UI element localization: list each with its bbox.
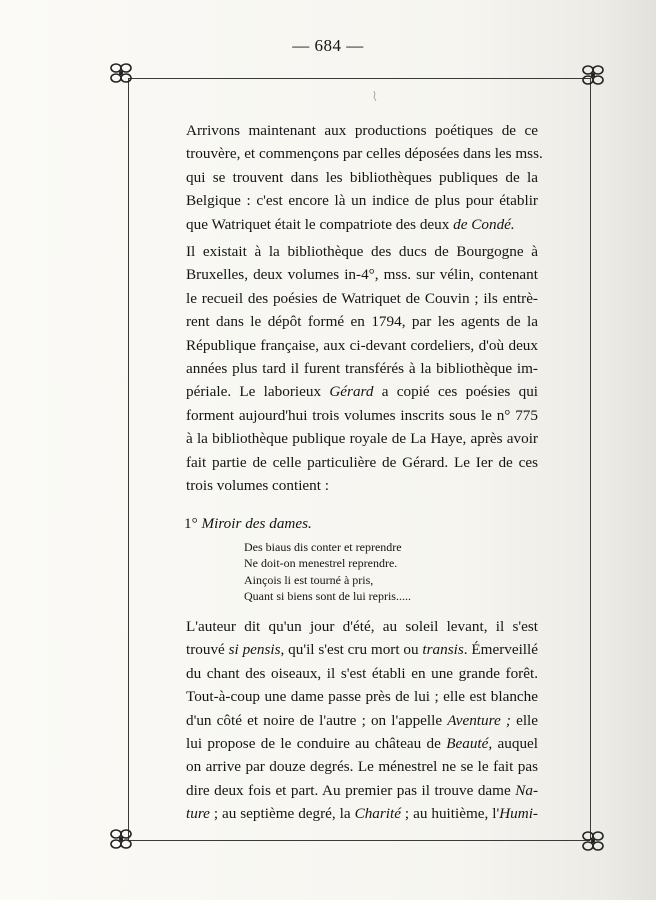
italic-name: de Condé. (453, 215, 515, 233)
corner-ornament-top-left-icon (108, 60, 134, 86)
text-line: Il existait à la bibliothèque des ducs de Bourgogne à (186, 243, 538, 261)
paper-speck-mark (372, 90, 378, 102)
text-line: années plus tard il furent transférés à la bibliothèque im- (186, 360, 538, 378)
text-line: lui propose de le conduire au château de Beauté, auquel (186, 734, 538, 752)
text-line: fait partie de celle particulière de Gérard. Le Ier de ces (186, 453, 538, 471)
corner-ornament-bottom-right-icon (580, 828, 606, 854)
paragraph-1 (174, 119, 543, 236)
heading-number: 1° (184, 514, 198, 532)
verse-line: Ainçois li est tourné à pris, (244, 572, 374, 587)
verse-line: Des biaus dis conter et reprendre (244, 539, 402, 554)
verse-line: Quant si biens sont de lui repris..... (244, 589, 411, 604)
text-line: du chant des oiseaux, il s'est établi en une grande forêt. (186, 664, 538, 682)
text-line: Tout-à-coup une dame passe près de lui ; elle est blanche (186, 688, 538, 706)
text-line: périale. Le laborieux Gérard a copié ces poésies qui (186, 383, 539, 401)
frame-top-rule (128, 78, 590, 79)
text-line: L'auteur dit qu'un jour d'été, au soleil levant, il s'est (186, 617, 538, 635)
frame-right-rule (590, 78, 591, 840)
italic-name: Gérard (329, 383, 374, 401)
text-line: que Watriquet était le compatriote des deux de Condé. (186, 215, 515, 233)
text-line: rent dans le dépôt formé en 1794, par les agents de la (186, 313, 538, 331)
text-line: République française, aux ci-devant cordeliers, d'où deux (186, 336, 538, 354)
text-line: qui se trouvent dans les bibliothèques publiques de la (186, 168, 538, 186)
text-line: le recueil des poésies de Watriquet de Couvin ; ils entrè- (186, 289, 538, 307)
page-number: — 684 — (292, 36, 364, 55)
text-line: Belgique : c'est encore là un indice de plus pour établir (186, 192, 538, 210)
text-line: ture ; au septième degré, la Charité ; au huitième, l'Humi- (186, 805, 538, 823)
text-line: dire deux fois et part. Au premier pas il trouve dame Na- (186, 781, 538, 799)
frame-bottom-rule (128, 840, 590, 841)
verse-quote (244, 539, 538, 605)
text-line: on arrive par douze degrés. Le ménestrel ne se le fait pas (186, 758, 538, 776)
verse-line: Ne doit-on menestrel reprendre. (244, 556, 398, 571)
text-line: à la bibliothèque publique royale de La Haye, après avoir (186, 430, 538, 448)
corner-ornament-top-right-icon (580, 62, 606, 88)
corner-ornament-bottom-left-icon (108, 826, 134, 852)
paragraph-2 (174, 240, 538, 497)
section-heading (184, 512, 538, 535)
paragraph-3 (174, 615, 538, 826)
text-line: trouvère, et commençons par celles déposées dans les mss. (186, 145, 543, 163)
heading-title: Miroir des dames. (201, 514, 312, 532)
frame-left-rule (128, 78, 129, 840)
text-line: forment aujourd'hui trois volumes inscrits sous le n° 775 (186, 406, 538, 424)
text-line: Bruxelles, deux volumes in-4°, mss. sur vélin, contenant (186, 266, 538, 284)
text-line: Arrivons maintenant aux productions poétiques de ce (186, 122, 538, 139)
page-body (174, 119, 543, 826)
text-line: d'un côté et noire de l'autre ; on l'appelle Aventure ; elle (186, 711, 539, 729)
text-line: trois volumes contient : (186, 477, 329, 495)
text-line: trouvé si pensis, qu'il s'est cru mort ou transis. Émerveillé (186, 641, 538, 659)
